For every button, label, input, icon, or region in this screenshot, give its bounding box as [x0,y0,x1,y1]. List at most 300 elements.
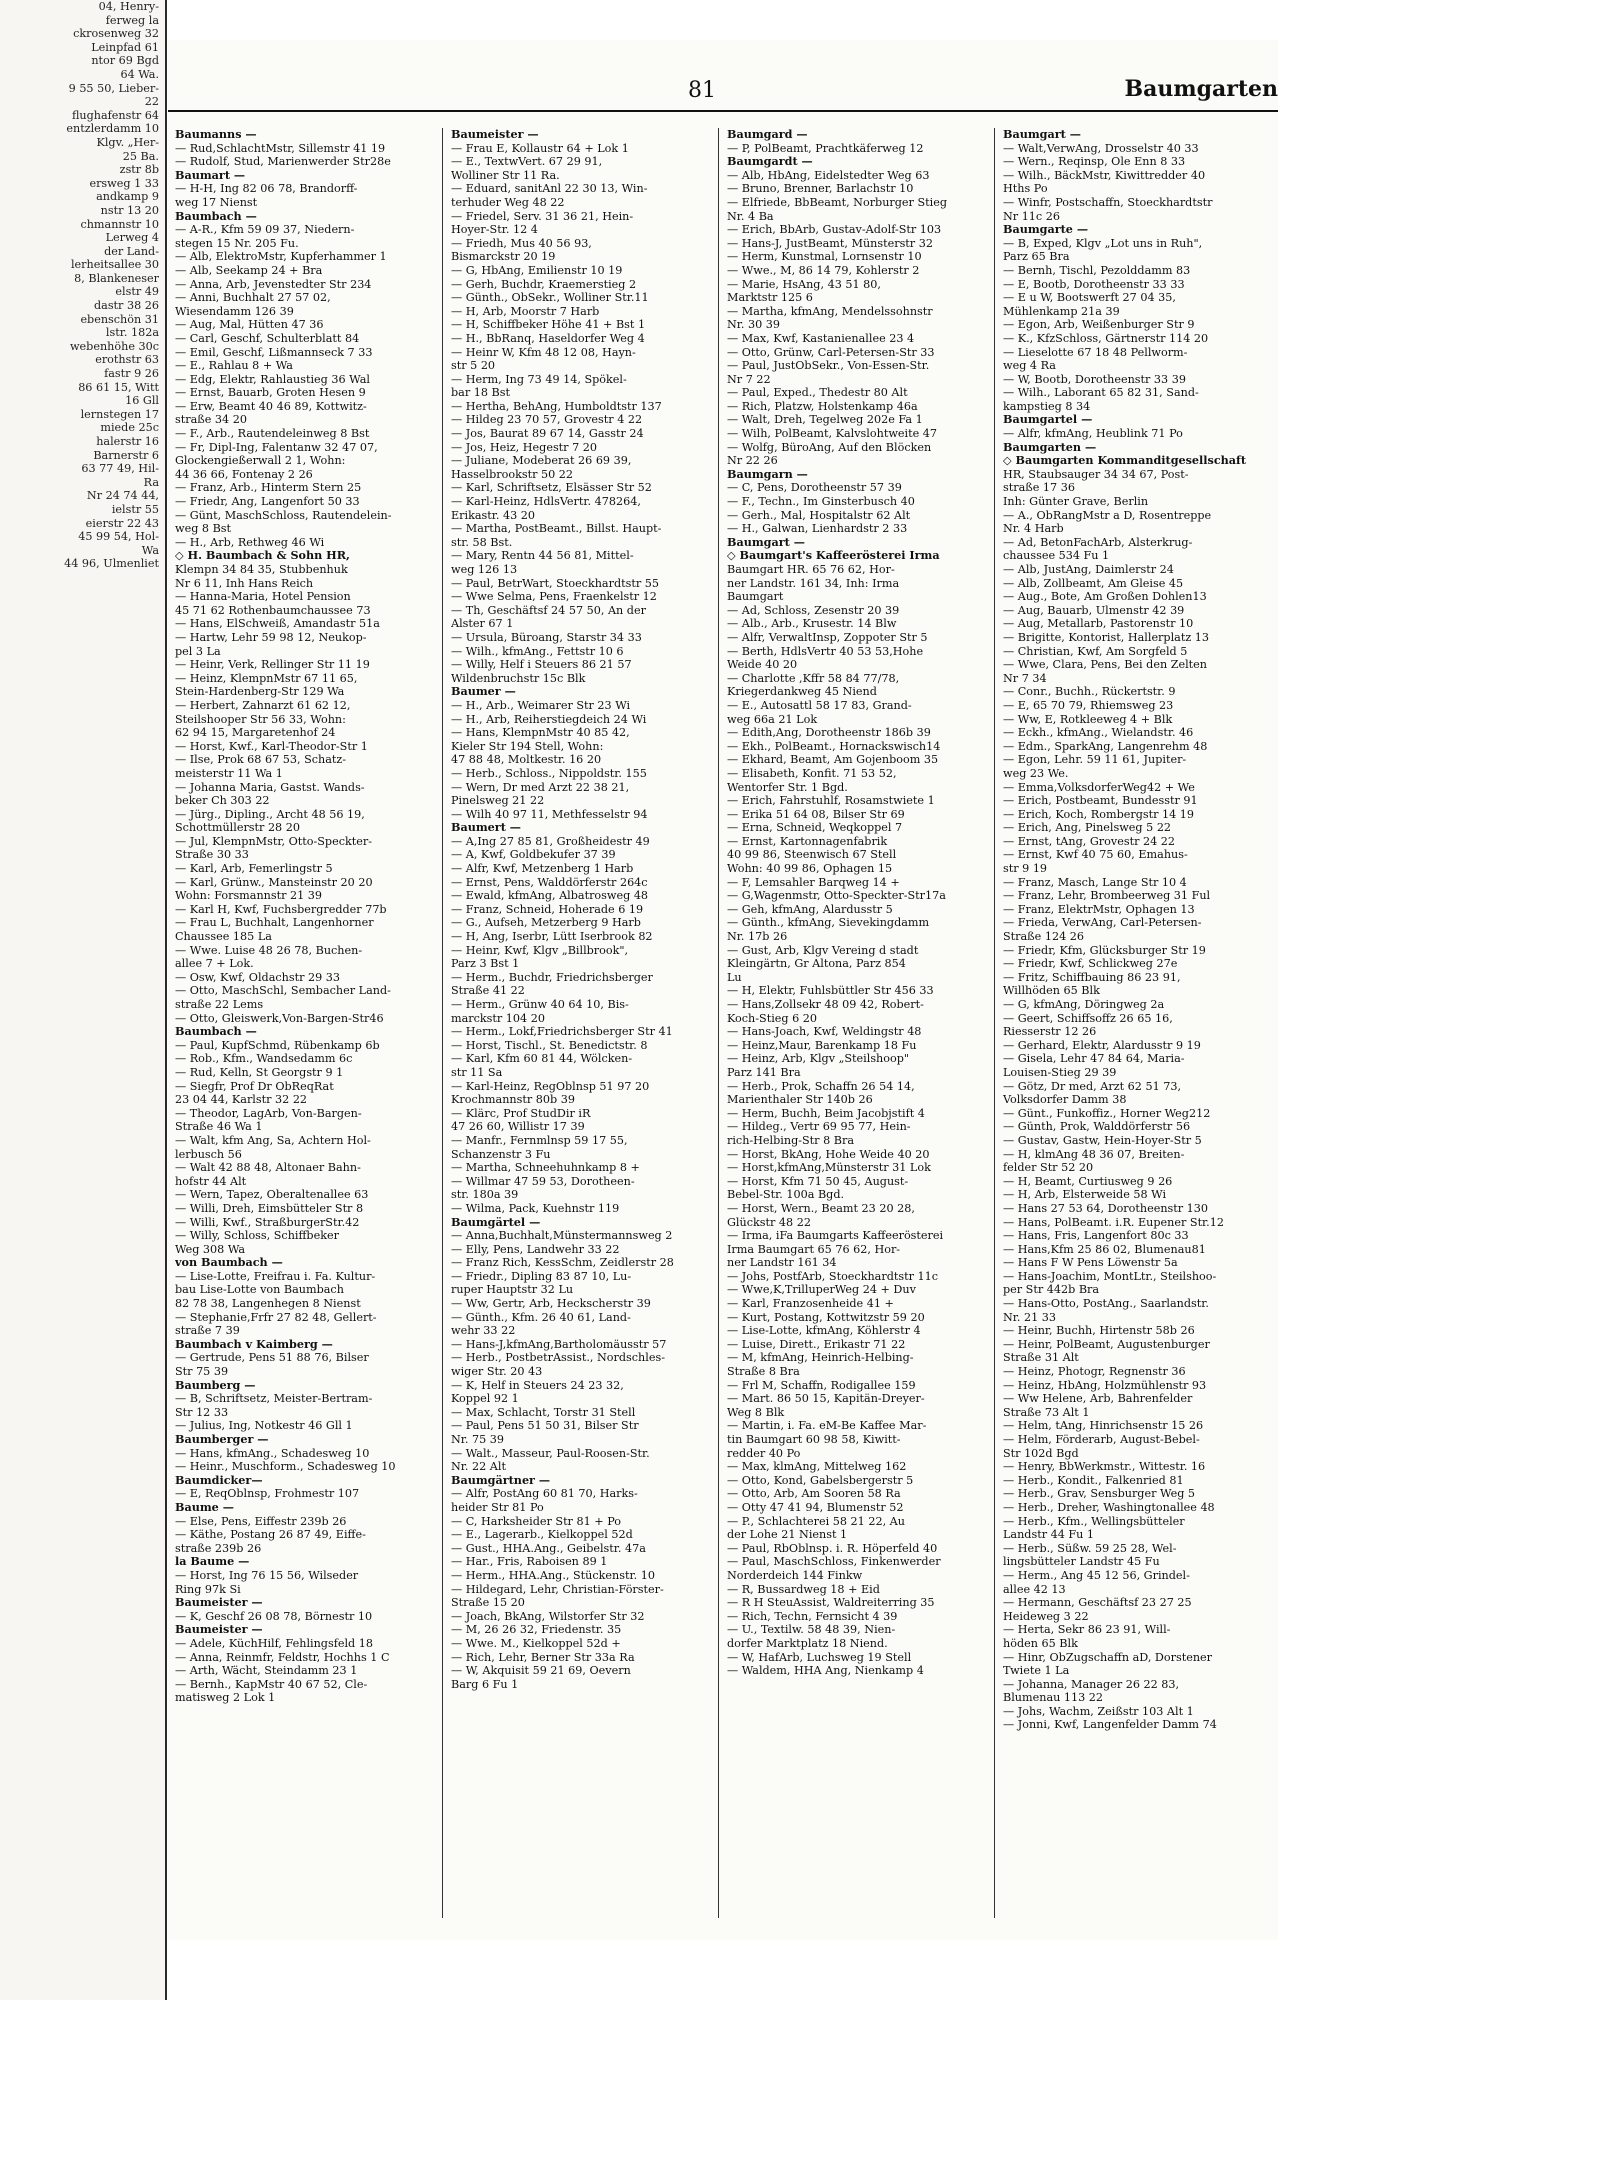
directory-entry-line: — E., Autosattl 58 17 83, Grand- [727,698,912,712]
directory-entry-line: — Alb, HbAng, Eidelstedter Weg 63 [727,168,930,182]
directory-entry-line: — Elly, Pens, Landwehr 33 22 [451,1242,620,1256]
directory-entry-line: — Otto, MaschSchl, Sembacher Land- [175,984,391,998]
spine-line: webenhöhe 30c [69,339,159,353]
directory-entry-line: — Günt, MaschSchloss, Rautendelein- [175,508,392,522]
directory-entry-line: 44 36 66, Fontenay 2 26 [175,467,313,481]
directory-entry-line: Nr 11c 26 [1003,209,1060,223]
directory-entry-line: per Str 442b Bra [1003,1283,1100,1297]
directory-entry-line: — Elfriede, BbBeamt, Norburger Stieg [727,195,947,209]
directory-entry-line: — Frau E, Kollaustr 64 + Lok 1 [451,141,629,155]
directory-entry-line: — Willy, Helf i Steuers 86 21 57 [451,658,632,672]
directory-entry-line: wiger Str. 20 43 [451,1365,543,1379]
directory-entry-line: — Edg, Elektr, Rahlaustieg 36 Wal [175,372,370,386]
directory-entry-line: — Gerh., Mal, Hospitalstr 62 Alt [727,508,911,522]
directory-entry-line: — Hans, kfmAng., Schadesweg 10 [175,1446,370,1460]
directory-entry-line: — Frau L, Buchhalt, Langenhorner [175,916,374,930]
directory-entry-line: weg 4 Ra [1003,359,1056,373]
directory-entry-line: — Otto, Grünw, Carl-Petersen-Str 33 [727,345,935,359]
spine-line: ckrosenweg 32 [73,27,159,41]
directory-entry-line: — Heinz, Arb, Klgv „Steilshoop" [727,1052,910,1066]
directory-entry-line: Nr. 4 Ba [727,209,774,223]
directory-entry-line: — Friedr, Ang, Langenfort 50 33 [175,495,360,509]
directory-entry-line: Schottmüllerstr 28 20 [175,821,300,835]
spine-line: 25 Ba. [122,149,159,163]
directory-entry-line: weg 66a 21 Lok [727,712,818,726]
directory-entry-line: — Frieda, VerwAng, Carl-Petersen- [1003,916,1202,930]
directory-entry-line: — Anna,Buchhalt,Münstermannsweg 2 [451,1229,673,1243]
directory-entry-line: — Fritz, Schiffbauing 86 23 91, [1003,970,1181,984]
directory-entry-line: — Siegfr, Prof Dr ObReqRat [175,1079,334,1093]
directory-entry-line: — M, kfmAng, Heinrich-Helbing- [727,1351,914,1365]
directory-entry-line: — Joach, BkAng, Wilstorfer Str 32 [451,1609,645,1623]
directory-entry-line: — Wern., Reqinsp, Ole Enn 8 33 [1003,155,1186,169]
directory-entry-line: — Horst, Ing 76 15 56, Wilseder [175,1568,359,1582]
directory-entry-line: — Emma,VolksdorferWeg42 + We [1003,780,1195,794]
directory-entry-line: Straße 31 Alt [1003,1351,1079,1365]
directory-entry-line: redder 40 Po [727,1446,801,1460]
directory-entry-line: — H-H, Ing 82 06 78, Brandorff- [175,182,358,196]
spine-line: 45 99 54, Hol- [78,530,159,544]
directory-entry-line: — H, Schiffbeker Höhe 41 + Bst 1 [451,318,646,332]
directory-entry-line: — Geh, kfmAng, Alardusstr 5 [727,902,893,916]
directory-entry-line: Volksdorfer Damm 38 [1003,1093,1127,1107]
directory-entry-line: Straße 15 20 [451,1596,525,1610]
directory-entry-line: — Helm, tAng, Hinrichsenstr 15 26 [1003,1419,1204,1433]
spine-line: fastr 9 26 [104,367,159,381]
directory-entry-line: beker Ch 303 22 [175,794,270,808]
spine-line: 04, Henry- [98,0,159,13]
directory-entry-line: — Heinr W, Kfm 48 12 08, Hayn- [451,345,636,359]
directory-entry-line: — Conr., Buchh., Rückertstr. 9 [1003,685,1176,699]
directory-entry-line: — Paul, Exped., Thedestr 80 Alt [727,386,908,400]
directory-entry-line: — Erich, Koch, Rombergstr 14 19 [1003,807,1195,821]
directory-entry-line: ner Landstr 161 34 [727,1256,837,1270]
directory-entry-line: — Herm, Ing 73 49 14, Spökel- [451,372,627,386]
directory-entry-line: str. 180a 39 [451,1188,519,1202]
directory-entry-line: Koch-Stieg 6 20 [727,1011,818,1025]
directory-entry-line: — Heinz, Photogr, Regnenstr 36 [1003,1365,1186,1379]
directory-entry-line: — Mary, Rentn 44 56 81, Mittel- [451,549,634,563]
directory-entry-line: — Bruno, Brenner, Barlachstr 10 [727,182,914,196]
spine-line: ielstr 55 [111,502,159,516]
directory-entry-line: — Herm., Buchdr, Friedrichsberger [451,970,653,984]
directory-entry-line: — Willi, Dreh, Eimsbütteler Str 8 [175,1201,364,1215]
directory-entry-line: Klempn 34 84 35, Stubbenhuk [175,563,348,576]
directory-entry-line: 40 99 86, Steenwisch 67 Stell [727,848,897,862]
directory-entry-line: — Herb., Prok, Schaffn 26 54 14, [727,1079,915,1093]
directory-entry-line: Weg 8 Blk [727,1405,785,1419]
directory-entry-line: — R H SteuAssist, Waldreiterring 35 [727,1596,935,1610]
directory-entry-line: — Herm., HHA.Ang., Stückenstr. 10 [451,1568,655,1582]
directory-entry-line: — Friedel, Serv. 31 36 21, Hein- [451,209,634,223]
directory-entry-line: — Kurt, Postang, Kottwitzstr 59 20 [727,1310,925,1324]
directory-entry-line: — Wilh 40 97 11, Methfesselstr 94 [451,807,648,821]
directory-entry-line: — Theodor, LagArb, Von-Bargen- [175,1106,362,1120]
spine-line: 86 61 15, Witt [78,380,159,394]
directory-entry-line: Wentorfer Str. 1 Bgd. [727,780,848,794]
directory-entry-line: — Berth, HdlsVertr 40 53 53,Hohe [727,644,924,658]
directory-entry-line: Kieler Str 194 Stell, Wohn: [451,739,604,753]
directory-entry-line: Steilshooper Str 56 33, Wohn: [175,712,346,726]
directory-entry-line: — Marie, HsAng, 43 51 80, [727,277,881,291]
spine-line: Lerweg 4 [105,231,159,245]
surname-heading: Baumer — [451,685,516,699]
spine-line: Ra [143,475,159,489]
directory-entry-line: — Götz, Dr med, Arzt 62 51 73, [1003,1079,1182,1093]
directory-entry-line: — Edith,Ang, Dorotheenstr 186b 39 [727,726,931,740]
directory-entry-line: — Heinr, PolBeamt, Augustenburger [1003,1337,1210,1351]
directory-entry-line: — Brigitte, Kontorist, Hallerplatz 13 [1003,630,1210,644]
directory-entry-line: — Ernst, tAng, Grovestr 24 22 [1003,834,1175,848]
directory-entry-line: — Adele, KüchHilf, Fehlingsfeld 18 [175,1636,374,1650]
directory-entry-line: str 5 20 [451,359,496,373]
spine-line: 64 Wa. [120,67,159,81]
directory-entry-line: — Gustav, Gastw, Hein-Hoyer-Str 5 [1003,1133,1202,1147]
directory-entry-line: — Heinr, Kwf, Klgv „Billbrook", [451,943,629,957]
directory-entry-line: — Else, Pens, Eiffestr 239b 26 [175,1514,347,1528]
directory-entry-line: — Walt, Dreh, Tegelweg 202e Fa 1 [727,413,923,427]
spine-line: dastr 38 26 [93,299,159,313]
directory-entry-line: — E, ReqOblnsp, Frohmestr 107 [175,1487,360,1501]
directory-column-4 [1001,128,1271,1918]
directory-entry-line: — Hans-J,kfmAng,Bartholomäusstr 57 [451,1337,667,1351]
directory-entry-line: Schanzenstr 3 Fu [451,1147,551,1161]
directory-entry-line: — Helm, Förderarb, August-Bebel- [1003,1433,1200,1446]
directory-entry-line: — Alb., Arb., Krusestr. 14 Blw [727,617,897,631]
surname-heading: Baume — [175,1500,234,1514]
directory-entry-line: — Horst, BkAng, Hohe Weide 40 20 [727,1147,930,1161]
directory-entry-line: — Winfr, Postschaffn, Stoeckhardtstr [1003,195,1213,209]
directory-entry-line: — Egon, Lehr. 59 11 61, Jupiter- [1003,753,1187,767]
directory-entry-line: terhuder Weg 48 22 [451,195,565,209]
directory-entry-line: Nr. 17b 26 [727,930,788,944]
directory-entry-line: — Alb, JustAng, Daimlerstr 24 [1003,563,1174,576]
directory-entry-line: — Ww, Gertr, Arb, Heckscherstr 39 [451,1297,651,1311]
directory-entry-line: 23 04 44, Karlstr 32 22 [175,1093,308,1107]
directory-entry-line: — Willi, Kwf., StraßburgerStr.42 [175,1215,360,1229]
directory-entry-line: — Hinr, ObZugschaffn aD, Dorstener [1003,1650,1213,1664]
directory-entry-line: — G, HbAng, Emilienstr 10 19 [451,263,623,277]
spine-line: ferweg la [105,13,159,27]
directory-entry-line: dorfer Marktplatz 18 Niend. [727,1636,888,1650]
directory-entry-line: Kleingärtn, Gr Altona, Parz 854 [727,957,906,971]
spine-line: Leinpfad 61 [91,40,159,54]
directory-entry-line: — Johs, Wachm, Zeißstr 103 Alt 1 [1003,1704,1194,1718]
surname-heading: Baumbach — [175,1025,257,1039]
directory-columns [173,128,1278,1928]
directory-entry-line: — Eckh., kfmAng., Wielandstr. 46 [1003,726,1194,740]
spine-line: zstr 8b [119,163,159,177]
directory-entry-line: — Herm., Ang 45 12 56, Grindel- [1003,1568,1190,1582]
directory-entry-line: — Christian, Kwf, Am Sorgfeld 5 [1003,644,1188,658]
directory-entry-line: — G., Aufseh, Metzerberg 9 Harb [451,916,641,930]
directory-entry-line: — Wern, Dr med Arzt 22 38 21, [451,780,630,794]
surname-heading: Baumgarn — [727,467,808,481]
directory-entry-line: Willhöden 65 Blk [1003,984,1100,998]
surname-heading: Baumgärtner — [451,1473,551,1487]
directory-entry-line: — Bernh., KapMstr 40 67 52, Cle- [175,1677,368,1691]
directory-entry-line: Irma Baumgart 65 76 62, Hor- [727,1242,901,1256]
directory-entry-line: — Horst, Tischl., St. Benedictstr. 8 [451,1038,648,1052]
directory-entry-line: — Julius, Ing, Notkestr 46 Gll 1 [175,1419,353,1433]
spine-line: 8, Blankeneser [74,271,159,285]
directory-entry-line: — Otty 47 41 94, Blumenstr 52 [727,1500,904,1514]
directory-entry-line: — Ekhard, Beamt, Am Gojenboom 35 [727,753,939,767]
directory-entry-line: — Gust, Arb, Klgv Vereing d stadt [727,943,919,957]
directory-entry-line: Marktstr 125 6 [727,291,813,305]
directory-entry-line: — Wwe., M, 86 14 79, Kohlerstr 2 [727,263,920,277]
directory-entry-line: — Waldem, HHA Ang, Nienkamp 4 [727,1664,924,1678]
directory-entry-line: 82 78 38, Langenhegen 8 Nienst [175,1297,361,1311]
directory-entry-line: — Hermann, Geschäftsf 23 27 25 [1003,1596,1192,1610]
directory-entry-line: Nr. 30 39 [727,318,781,332]
directory-entry-line: — Aug, Mal, Hütten 47 36 [175,318,324,332]
directory-entry-line: — Hans F W Pens Löwenstr 5a [1003,1256,1178,1270]
directory-entry-line: meisterstr 11 Wa 1 [175,766,283,780]
directory-entry-line: — E, Bootb, Dorotheenstr 33 33 [1003,277,1185,291]
directory-entry-line: Kriegerdankweg 45 Niend [727,685,877,699]
directory-entry-line: — Heinz, KlempnMstr 67 11 65, [175,671,358,685]
directory-entry-line: — Anna, Arb, Jevenstedter Str 234 [175,277,372,291]
directory-entry-line: — Hanna-Maria, Hotel Pension [175,590,351,604]
directory-entry-line: Baumgart [727,590,784,604]
spine-line: 22 [144,95,159,109]
directory-entry-line: — Martha, Schneehuhnkamp 8 + [451,1161,640,1175]
directory-entry-line: — Friedr, Kwf, Schlickweg 27e [1003,957,1178,971]
directory-entry-line: — C, Pens, Dorotheenstr 57 39 [727,481,902,495]
directory-entry-line: — Erich, Postbeamt, Bundesstr 91 [1003,794,1198,808]
surname-heading: Baumberg — [175,1378,256,1392]
directory-column-1 [173,128,443,1918]
directory-entry-line: kampstieg 8 34 [1003,399,1091,413]
directory-entry-line: — Rud,SchlachtMstr, Sillemstr 41 19 [175,141,386,155]
directory-entry-line: lingsbütteler Landstr 45 Fu [1003,1555,1160,1569]
directory-entry-line: — Charlotte ,Kffr 58 84 77/78, [727,671,900,685]
surname-heading: Baumanns — [175,128,257,141]
directory-entry-line: — Max, Schlacht, Torstr 31 Stell [451,1405,636,1419]
directory-entry-line: Bebel-Str. 100a Bgd. [727,1188,845,1202]
directory-entry-line: — Aug., Bote, Am Großen Dohlen13 [1003,590,1207,604]
directory-entry-line: — Hans-J, JustBeamt, Münsterstr 32 [727,236,933,250]
surname-heading: Baumart — [175,168,246,182]
directory-entry-line: — A., ObRangMstr a D, Rosentreppe [1003,508,1212,522]
directory-entry-line: — Hans-Otto, PostAng., Saarlandstr. [1003,1297,1209,1311]
directory-entry-line: Krochmannstr 80b 39 [451,1093,575,1107]
spine-line: 63 77 49, Hil- [81,462,159,476]
directory-entry-line: — Hans, ElSchweiß, Amandastr 51a [175,617,380,631]
directory-entry-line: — Juliane, Modeberat 26 69 39, [451,454,632,468]
directory-entry-line: — Wolfg, BüroAng, Auf den Blöcken [727,440,932,454]
directory-entry-line: — C, Harksheider Str 81 + Po [451,1514,621,1528]
directory-entry-line: Nr. 22 Alt [451,1460,506,1474]
spine-line: entzlerdamm 10 [66,122,159,136]
directory-entry-line: — P, PolBeamt, Prachtkäferweg 12 [727,141,924,155]
directory-entry-line: — Paul, KupfSchmd, Rübenkamp 6b [175,1038,380,1052]
directory-entry-line: Landstr 44 Fu 1 [1003,1528,1095,1542]
surname-heading: Baumgard — [727,128,808,141]
directory-entry-line: — Karl, Schriftsetz, Elsässer Str 52 [451,481,652,495]
directory-entry-line: — Carl, Geschf, Schulterblatt 84 [175,331,360,345]
directory-entry-line: ruper Hauptstr 32 Lu [451,1283,574,1297]
directory-entry-line: 47 88 48, Moltkestr. 16 20 [451,753,602,767]
directory-entry-line: heider Str 81 Po [451,1500,544,1514]
directory-entry-line: — Wwe Selma, Pens, Fraenkelstr 12 [451,590,657,604]
directory-entry-line: — Max, klmAng, Mittelweg 162 [727,1460,907,1474]
directory-entry-line: Straße 46 Wa 1 [175,1120,263,1134]
directory-entry-line: — Ad, BetonFachArb, Alsterkrug- [1003,535,1193,549]
directory-entry-line: — Anni, Buchhalt 27 57 02, [175,291,331,305]
directory-entry-line: — Alb, Zollbeamt, Am Gleise 45 [1003,576,1184,590]
directory-entry-line: — Arth, Wächt, Steindamm 23 1 [175,1664,358,1678]
directory-entry-line: — Erw, Beamt 40 46 89, Kottwitz- [175,399,367,413]
directory-entry-line: weg 23 We. [1003,766,1069,780]
directory-entry-line: Ring 97k Si [175,1582,241,1596]
directory-entry-line: — Horst, Kwf., Karl-Theodor-Str 1 [175,739,368,753]
directory-entry-line: — P., Schlachterei 58 21 22, Au [727,1514,905,1528]
directory-entry-line: — Th, Geschäftsf 24 57 50, An der [451,603,646,617]
directory-entry-line: Hasselbrookstr 50 22 [451,467,574,481]
directory-entry-line: — H., BbRanq, Haseldorfer Weg 4 [451,331,645,345]
directory-entry-line: Riesserstr 12 26 [1003,1025,1097,1039]
directory-entry-line: Marienthaler Str 140b 26 [727,1093,873,1107]
directory-entry-line: matisweg 2 Lok 1 [175,1691,276,1705]
directory-entry-line: — Max, Kwf, Kastanienallee 23 4 [727,331,915,345]
directory-entry-line: — F., Arb., Rautendeleinweg 8 Bst [175,427,370,441]
directory-entry-line: ner Landstr. 161 34, Inh: Irma [727,576,900,590]
directory-entry-line: straße 22 Lems [175,998,264,1011]
directory-entry-line: Nr 7 34 [1003,671,1047,685]
spine-line: nstr 13 20 [100,203,159,217]
directory-entry-line: — A, Kwf, Goldbekufer 37 39 [451,848,616,862]
directory-entry-line: — H, Beamt, Curtiusweg 9 26 [1003,1174,1173,1188]
directory-entry-line: der Lohe 21 Nienst 1 [727,1528,848,1542]
directory-entry-line: Nr 7 22 [727,372,771,386]
directory-entry-line: — Franz Rich, KessSchm, Zeidlerstr 28 [451,1256,674,1270]
directory-entry-line: — Horst,kfmAng,Münsterstr 31 Lok [727,1161,931,1175]
directory-column-2 [449,128,719,1918]
spine-line: Klgv. „Her- [96,135,159,149]
directory-entry-line: — Jul, KlempnMstr, Otto-Speckter- [175,834,372,848]
page-number: 81 [688,78,716,103]
directory-entry-line: — Karl-Heinz, RegOblnsp 51 97 20 [451,1079,650,1093]
directory-entry-line: — Aug, Bauarb, Ulmenstr 42 39 [1003,603,1185,617]
directory-entry-line: — Franz, Masch, Lange Str 10 4 [1003,875,1187,889]
directory-entry-line: Hoyer-Str. 12 4 [451,223,538,237]
directory-entry-line: straße 239b 26 [175,1541,262,1555]
directory-entry-line: — Herb., Dreher, Washingtonallee 48 [1003,1500,1215,1514]
directory-entry-line: Koppel 92 1 [451,1392,519,1406]
directory-entry-line: Glückstr 48 22 [727,1215,811,1229]
directory-entry-line: felder Str 52 20 [1003,1161,1094,1175]
directory-entry-line: — Hans-Joach, Kwf, Weldingstr 48 [727,1025,922,1039]
spine-line: 9 55 50, Lieber- [68,81,159,95]
spine-line: ebenschön 31 [80,312,159,326]
directory-entry-line: — Manfr., Fernmlnsp 59 17 55, [451,1133,628,1147]
directory-entry-line: — M, 26 26 32, Friedenstr. 35 [451,1623,622,1637]
directory-entry-line: — Alb, ElektroMstr, Kupferhammer 1 [175,250,387,264]
directory-entry-line: — Ad, Schloss, Zesenstr 20 39 [727,603,900,617]
directory-entry-line: — Osw, Kwf, Oldachstr 29 33 [175,970,341,984]
directory-entry-line: — Walt., Masseur, Paul-Roosen-Str. [451,1446,650,1460]
directory-entry-line: Wohn: 40 99 86, Ophagen 15 [727,862,893,876]
directory-entry-line: — Heinr, Verk, Rellinger Str 11 19 [175,658,370,672]
directory-entry-line: — Erich, Ang, Pinelsweg 5 22 [1003,821,1172,835]
directory-entry-line: — Horst, Wern., Beamt 23 20 28, [727,1201,915,1215]
directory-entry-line: — Walt,VerwAng, Drosselstr 40 33 [1003,141,1199,155]
directory-entry-line: — Eduard, sanitAnl 22 30 13, Win- [451,182,648,196]
directory-entry-line: Parz 65 Bra [1003,250,1070,264]
directory-entry-line: — Hans,Zollsekr 48 09 42, Robert- [727,998,924,1011]
directory-entry-line: — Wwe. M., Kielkoppel 52d + [451,1636,621,1650]
spine-line: 44 96, Ulmenliet [64,557,159,571]
directory-entry-line: — Franz, Schneid, Hoherade 6 19 [451,902,644,916]
directory-entry-line: — Erna, Schneid, Weqkoppel 7 [727,821,903,835]
previous-page-spine [0,0,167,2000]
directory-entry-line: — Hans, KlempnMstr 40 85 42, [451,726,630,740]
directory-entry-line: — Franz, Lehr, Brombeerweg 31 Ful [1003,889,1211,903]
surname-heading: Baumbach v Kaimberg — [175,1337,333,1351]
directory-entry-line: bau Lise-Lotte von Baumbach [175,1283,344,1297]
directory-entry-line: — Friedr, Kfm, Glücksburger Str 19 [1003,943,1206,957]
directory-entry-line: — Fr, Dipl-Ing, Falentanw 32 47 07, [175,440,378,454]
directory-entry-line: — Käthe, Postang 26 87 49, Eiffe- [175,1528,366,1542]
directory-entry-line: — Heinz, HbAng, Holzmühlenstr 93 [1003,1378,1207,1392]
directory-entry-line: — Herm., Grünw 40 64 10, Bis- [451,998,629,1011]
directory-entry-line: — Paul, JustObSekr., Von-Essen-Str. [727,359,930,373]
directory-entry-line: — Karl, Arb, Femerlingstr 5 [175,862,333,876]
surname-heading: Baumgart — [1003,128,1081,141]
surname-heading: Baumert — [451,821,521,835]
directory-entry-line: — Hans, Fris, Langenfort 80c 33 [1003,1229,1189,1243]
directory-entry-line: Baumgart HR. 65 76 62, Hor- [727,563,895,576]
directory-entry-line: — Rich, Platzw, Holstenkamp 46a [727,399,918,413]
directory-entry-line: — Martha, kfmAng, Mendelssohnstr [727,304,933,318]
directory-entry-line: — Ekh., PolBeamt., Hornackswisch14 [727,739,941,753]
directory-entry-line: — Ernst, Pens, Walddörferstr 264c [451,875,648,889]
directory-entry-line: — Gerh, Buchdr, Kraemerstieg 2 [451,277,637,291]
directory-entry-line: — A-R., Kfm 59 09 37, Niedern- [175,223,355,237]
directory-entry-line: Nr. 21 33 [1003,1310,1057,1324]
directory-entry-line: — Otto, Kond, Gabelsbergerstr 5 [727,1473,914,1487]
directory-entry-line: Lu [727,970,742,984]
directory-entry-line: — Gust., HHA.Ang., Geibelstr. 47a [451,1541,646,1555]
directory-entry-line: — Erich, BbArb, Gustav-Adolf-Str 103 [727,223,942,237]
directory-entry-line: — Wwe, Clara, Pens, Bei den Zelten [1003,658,1208,672]
directory-entry-line: — Martha, PostBeamt., Billst. Haupt- [451,522,662,536]
directory-entry-line: — H., Galwan, Lienhardstr 2 33 [727,522,908,536]
directory-entry-line: Glockengießerwall 2 1, Wohn: [175,454,346,468]
directory-entry-line: — H., Arb., Weimarer Str 23 Wi [451,698,631,712]
directory-entry-line: — Otto, Gleiswerk,Von-Bargen-Str46 [175,1011,384,1025]
surname-heading: Baumgart — [727,535,805,549]
directory-entry-line: — H, Arb, Moorstr 7 Harb [451,304,600,318]
directory-entry-line: ◇ Baumgarten Kommanditgesellschaft [1003,454,1247,468]
directory-entry-line: lerbusch 56 [175,1147,242,1161]
directory-entry-line: — Lise-Lotte, Freifrau i. Fa. Kultur- [175,1269,376,1283]
directory-entry-line: — Johs, PostfArb, Stoeckhardtstr 11c [727,1269,938,1283]
directory-entry-line: — Bernh, Tischl, Pezolddamm 83 [1003,263,1191,277]
directory-entry-line: — Wwe,K,TrilluperWeg 24 + Duv [727,1283,916,1297]
spine-line: halerstr 16 [96,435,159,448]
directory-entry-line: — Erich, Fahrstuhlf, Rosamstwiete 1 [727,794,935,808]
directory-entry-line: — Heinr., Muschform., Schadesweg 10 [175,1460,396,1474]
directory-entry-line: wehr 33 22 [451,1324,516,1338]
directory-entry-line: — Edm., SparkAng, Langenrehm 48 [1003,739,1208,753]
directory-entry-line: 45 71 62 Rothenbaumchaussee 73 [175,603,371,617]
directory-entry-line: — Lieselotte 67 18 48 Pellworm- [1003,345,1188,359]
directory-entry-line: — Willmar 47 59 53, Dorotheen- [451,1174,635,1188]
directory-entry-line: rich-Helbing-Str 8 Bra [727,1133,854,1147]
